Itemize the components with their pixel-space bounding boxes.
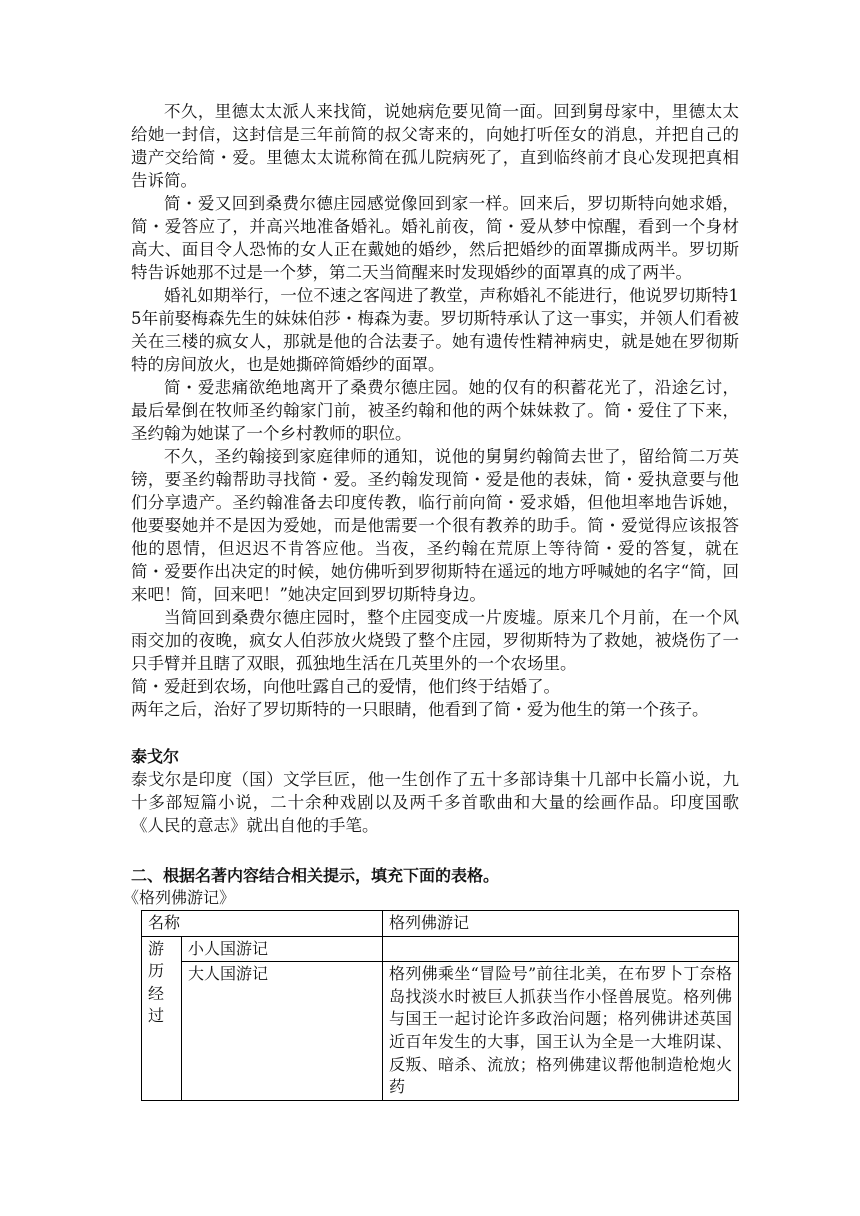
section-two bbox=[123, 864, 739, 1101]
row-label-cell: 小人国游记 bbox=[182, 936, 383, 962]
spacer bbox=[131, 837, 739, 864]
story-summary bbox=[131, 100, 739, 721]
story-paragraph: 简・爱悲痛欲绝地离开了桑费尔德庄园。她的仅有的积蓄花光了，沿途乞讨，最后晕倒在牧师圣约翰家门前，被圣约翰和他的两个妹妹救了。简・爱住了下来，圣约翰为她谋了一个乡村教师的职位。 bbox=[131, 378, 739, 443]
gulliver-table bbox=[141, 910, 739, 1101]
tagore-section bbox=[131, 745, 739, 837]
header-name-cell: 名称 bbox=[142, 911, 383, 937]
book-title: 《格列佛游记》 bbox=[123, 888, 236, 907]
story-paragraph: 两年之后，治好了罗切斯特的一只眼睛，他看到了简・爱为他生的第一个孩子。 bbox=[131, 700, 709, 719]
table-row bbox=[142, 936, 739, 962]
row-label-cell: 大人国游记 bbox=[182, 962, 383, 1101]
table-header-row bbox=[142, 911, 739, 937]
story-paragraph: 简・爱又回到桑费尔德庄园感觉像回到家一样。回来后，罗切斯特向她求婚，简・爱答应了，并高兴地准备婚礼。婚礼前夜，简・爱从梦中惊醒，看到一个身材高大、面目令人恐怖的女人正在戴她的婚纱，然后把婚纱的面罩撕成两半。罗切斯特告诉她那不过是一个梦，第二天当简醒来时发现婚纱的面罩真的成了两半。 bbox=[131, 194, 739, 282]
story-paragraph: 当简回到桑费尔德庄园时，整个庄园变成一片废墟。原来几个月前，在一个风雨交加的夜晚，疯女人伯莎放火烧毁了整个庄园，罗彻斯特为了救她，被烧伤了一只手臂并且瞎了双眼，孤独地生活在几英里外的一个农场里。 bbox=[131, 608, 739, 673]
row-value-cell[interactable] bbox=[383, 936, 739, 962]
tagore-paragraph: 泰戈尔是印度（国）文学巨匠，他一生创作了五十多部诗集十几部中长篇小说，九十多部短篇小说，二十余种戏剧以及两千多首歌曲和大量的绘画作品。印度国歌《人民的意志》就出自他的手笔。 bbox=[131, 770, 739, 835]
tagore-heading: 泰戈尔 bbox=[131, 747, 180, 766]
section-two-heading: 二、根据名著内容结合相关提示，填充下面的表格。 bbox=[131, 866, 500, 885]
story-paragraph: 婚礼如期举行，一位不速之客闯进了教堂，声称婚礼不能进行，他说罗切斯特15年前娶梅森先生的妹妹伯莎・梅森为妻。罗切斯特承认了这一事实，并领人们看被关在三楼的疯女人，那就是他的合法妻子。她有遗传性精神病史，就是她在罗彻斯特的房间放火，也是她撕碎简婚纱的面罩。 bbox=[131, 286, 739, 374]
document-page bbox=[123, 100, 739, 1101]
story-paragraph: 不久，里德太太派人来找简，说她病危要见简一面。回到舅母家中，里德太太给她一封信，这封信是三年前简的叔父寄来的，向她打听侄女的消息，并把自己的遗产交给简・爱。里德太太谎称简在孤儿院病死了，直到临终前才良心发现把真相告诉简。 bbox=[131, 102, 739, 190]
story-paragraph: 简・爱赶到农场，向他吐露自己的爱情，他们终于结婚了。 bbox=[131, 677, 560, 696]
row-value-cell: 格列佛乘坐“冒险号”前往北美，在布罗卜丁奈格岛找淡水时被巨人抓获当作小怪兽展览。格列佛与国王一起讨论许多政治问题；格列佛讲述英国近百年发生的大事，国王认为全是一大堆阴谋、反叛、暗杀、流放；格列佛建议帮他制造枪炮火药 bbox=[383, 962, 739, 1101]
group-label-cell: 游历经过 bbox=[142, 936, 182, 1100]
spacer bbox=[131, 721, 739, 745]
story-paragraph: 不久，圣约翰接到家庭律师的通知，说他的舅舅约翰简去世了，留给简二万英镑，要圣约翰帮助寻找简・爱。圣约翰发现简・爱是他的表妹，简・爱执意要与他们分享遗产。圣约翰准备去印度传教，临行前向简・爱求婚，但他坦率地告诉她，他要娶她并不是因为爱她，而是他需要一个很有教养的助手。简・爱觉得应该报答他的恩情，但迟迟不肯答应他。当夜，圣约翰在荒原上等待简・爱的答复，就在简・爱要作出决定的时候，她仿佛听到罗彻斯特在遥远的地方呼喊她的名字“简，回来吧！简，回来吧！”她决定回到罗切斯特身边。 bbox=[131, 447, 739, 604]
header-book-cell: 格列佛游记 bbox=[383, 911, 739, 937]
table-row bbox=[142, 962, 739, 1101]
